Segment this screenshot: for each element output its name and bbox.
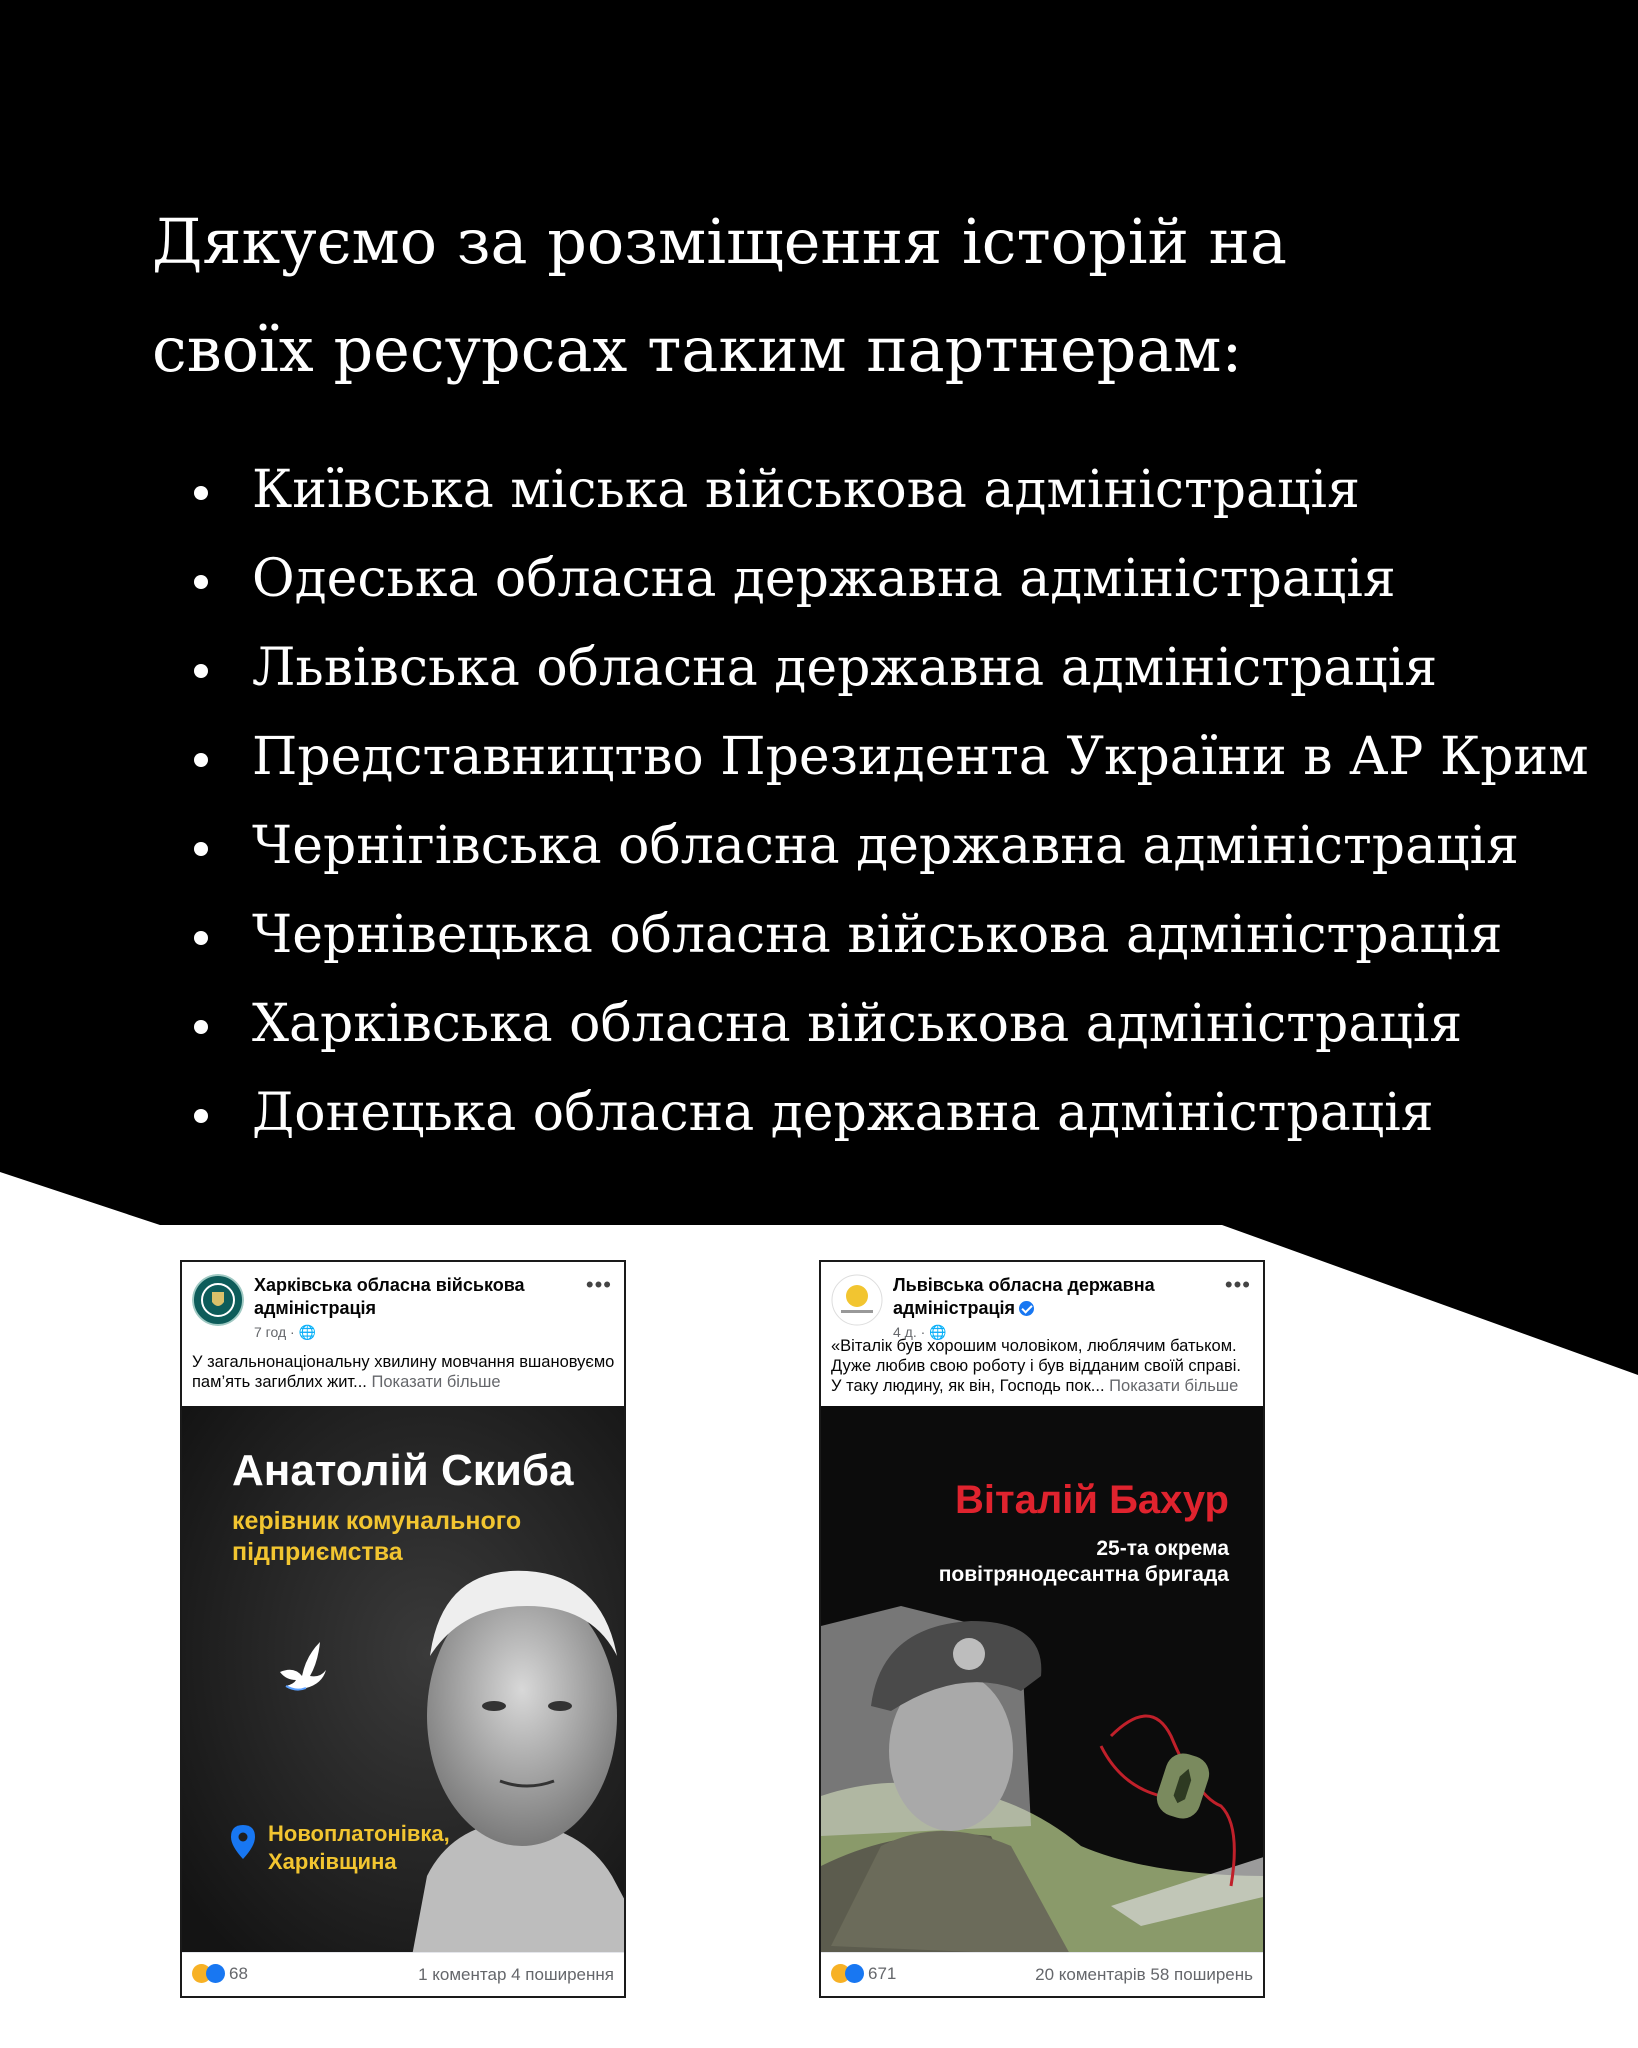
like-reaction-icon <box>845 1964 864 1983</box>
reactions[interactable] <box>831 1964 896 1984</box>
post-time-text: 4 д. · <box>893 1324 930 1340</box>
post-image[interactable] <box>821 1406 1263 1956</box>
partner-item: Київська міська військова адміністрація <box>190 446 1589 535</box>
post-text-body: У загальнонаціональну хвилину мовчання вшановуємо пам’ять загиблих жит... <box>192 1353 615 1391</box>
partner-item: Одеська обласна державна адміністрація <box>190 535 1589 624</box>
post-footer <box>821 1952 1263 1996</box>
reactions[interactable] <box>192 1964 248 1984</box>
facebook-post-kharkiv <box>180 1260 626 1998</box>
globe-icon: 🌐 <box>929 1324 947 1340</box>
reaction-count: 68 <box>229 1964 248 1983</box>
post-image[interactable] <box>182 1406 624 1956</box>
post-text <box>831 1336 1255 1396</box>
post-header <box>182 1262 624 1406</box>
see-more-link[interactable]: Показати більше <box>1109 1377 1239 1395</box>
see-more-link[interactable]: Показати більше <box>371 1373 501 1391</box>
globe-icon: 🌐 <box>298 1324 317 1340</box>
more-options-icon[interactable]: ••• <box>585 1272 612 1297</box>
partner-item: Чернівецька обласна військова адміністрація <box>190 891 1589 980</box>
person-place: Новоплатонівка, Харківщина <box>268 1821 450 1874</box>
partner-item: Чернігівська обласна державна адміністрація <box>190 802 1589 891</box>
page-heading: Дякуємо за розміщення історій на своїх ресурсах таким партнерам: <box>152 205 1287 386</box>
partner-item: Харківська обласна військова адміністрація <box>190 980 1589 1069</box>
post-page-name-text: Львівська обласна державна адміністрація <box>893 1275 1155 1318</box>
post-stats[interactable]: 1 коментар 4 поширення <box>418 1965 614 1984</box>
post-stats[interactable]: 20 коментарів 58 поширень <box>1035 1965 1253 1984</box>
person-name: Анатолій Скиба <box>232 1446 574 1495</box>
person-unit: 25-та окрема повітрянодесантна бригада <box>938 1537 1229 1586</box>
page-avatar-emblem-icon[interactable] <box>192 1274 244 1326</box>
more-options-icon[interactable]: ••• <box>1224 1272 1251 1297</box>
reaction-count: 671 <box>868 1964 897 1983</box>
verified-badge-icon <box>1019 1301 1034 1316</box>
dove-icon <box>272 1636 332 1696</box>
partner-list <box>190 446 1589 1158</box>
post-header <box>821 1262 1263 1406</box>
like-reaction-icon <box>206 1964 225 1983</box>
post-footer <box>182 1952 624 1996</box>
person-name: Віталій Бахур <box>955 1478 1229 1522</box>
page-avatar-logo-icon[interactable] <box>831 1274 883 1326</box>
post-page-name[interactable]: Харківська обласна військова адміністрація <box>254 1275 525 1318</box>
post-page-name[interactable] <box>893 1274 1213 1320</box>
post-time <box>254 1324 316 1341</box>
location-pin-icon <box>230 1824 256 1860</box>
facebook-post-lviv <box>819 1260 1265 1998</box>
partner-item: Представництво Президента України в АР Крим <box>190 713 1589 802</box>
person-role: керівник комунального підприємства <box>232 1507 522 1566</box>
post-time-text: 7 год · <box>254 1324 299 1340</box>
post-text <box>192 1352 616 1392</box>
partner-item: Львівська обласна державна адміністрація <box>190 624 1589 713</box>
partner-item: Донецька обласна державна адміністрація <box>190 1069 1589 1158</box>
post-text-body: «Віталік був хорошим чоловіком, люблячим батьком. Дуже любив свою роботу і був відданим своїй справі. У таку людину, як він, Господь пок... <box>831 1337 1241 1395</box>
